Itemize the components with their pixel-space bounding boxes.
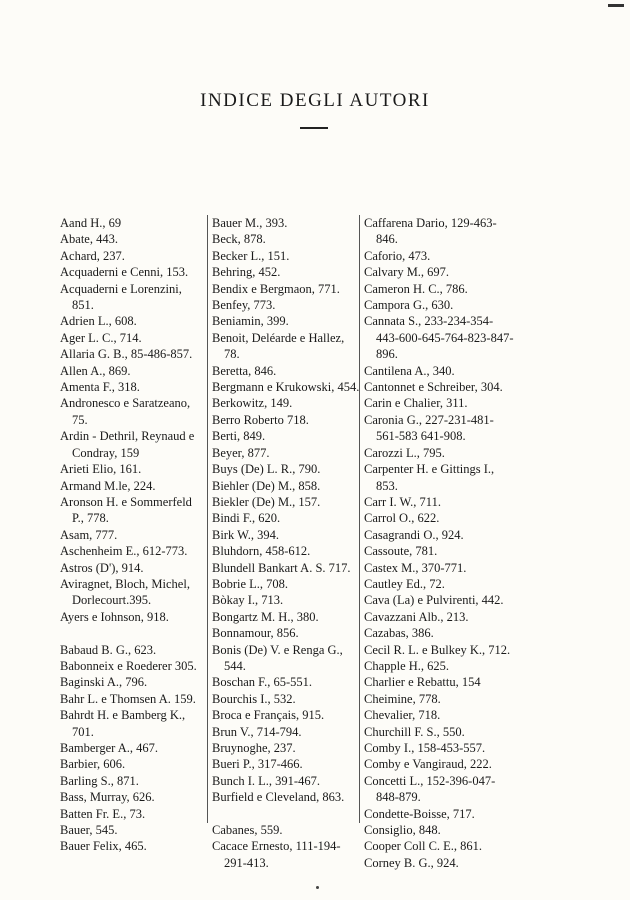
index-entry: Cannata S., 233-234-354-443-600-645-764-823-847-896.	[364, 314, 514, 362]
index-entry: Barling S., 871.	[60, 773, 139, 788]
index-entry: Carpenter H. e Gittings I., 853.	[364, 462, 495, 493]
index-entry: Cacace Ernesto, 111-194-291-413.	[212, 839, 341, 870]
index-column-1	[60, 215, 205, 855]
index-entry: Cazabas, 386.	[364, 626, 434, 641]
index-entry: Asam, 777.	[60, 527, 118, 542]
index-column-2	[212, 215, 360, 871]
index-entry: Abate, 443.	[60, 232, 118, 247]
index-entry: Amenta F., 318.	[60, 380, 140, 395]
index-entry: Cava (La) e Pulvirenti, 442.	[364, 593, 504, 608]
index-entry: Aviragnet, Bloch, Michel, Dorlecourt.395.	[60, 576, 190, 608]
index-entry: Chevalier, 718.	[364, 708, 441, 723]
index-entry: Becker L., 151.	[212, 248, 290, 263]
page-title: INDICE DEGLI AUTORI	[200, 90, 430, 111]
index-entry: Biekler (De) M., 157.	[212, 494, 321, 509]
index-entry: Bauer, 545.	[60, 823, 118, 838]
index-entry: Caronia G., 227-231-481-561-583 641-908.	[364, 412, 494, 444]
index-entry: Beck, 878.	[212, 232, 266, 247]
index-entry: Condette-Boisse, 717.	[364, 806, 475, 821]
index-entry: Astros (D'), 914.	[60, 560, 144, 575]
index-entry: Barbier, 606.	[60, 757, 126, 772]
index-entry: Batten Fr. E., 73.	[60, 806, 146, 821]
index-entry: Bourchis I., 532.	[212, 691, 296, 706]
index-entry: Carrol O., 622.	[364, 511, 440, 526]
index-entry: Berkowitz, 149.	[212, 396, 293, 411]
index-entry: Brun V., 714-794.	[212, 724, 302, 739]
index-entry: Allen A., 869.	[60, 363, 131, 378]
index-entry: Broca e Français, 915.	[212, 708, 325, 723]
index-entry: Babaud B. G., 623.	[60, 642, 157, 657]
index-entry: Achard, 237.	[60, 248, 125, 263]
index-entry: Blundell Bankart A. S. 717.	[212, 560, 351, 575]
index-entry: Babonneix e Roederer 305.	[60, 658, 197, 673]
index-entry: Benoit, Deléarde e Hallez, 78.	[212, 330, 345, 362]
index-entry: Ayers e Iohnson, 918.	[60, 609, 169, 624]
index-entry: Cooper Coll C. E., 861.	[364, 839, 483, 854]
page-dot-mark	[316, 886, 319, 889]
index-entry: Bauer Felix, 465.	[60, 839, 147, 854]
index-entry: Charlier e Rebattu, 154	[364, 675, 481, 690]
index-entry: Bergmann e Krukowski, 454.	[212, 380, 360, 395]
index-entry: Beyer, 877.	[212, 445, 270, 460]
index-entry: Cautley Ed., 72.	[364, 576, 445, 591]
index-entry: Biehler (De) M., 858.	[212, 478, 321, 493]
index-entry: Calvary M., 697.	[364, 265, 450, 280]
index-entry: Cabanes, 559.	[212, 823, 283, 838]
index-entry: Benfey, 773.	[212, 298, 276, 313]
index-entry: Armand M.le, 224.	[60, 478, 156, 493]
title-underline-dash	[300, 127, 328, 129]
index-entry: Campora G., 630.	[364, 298, 454, 313]
index-entry: Cheimine, 778.	[364, 691, 441, 706]
index-entry: Bobrie L., 708.	[212, 576, 289, 591]
index-entry: Bindi F., 620.	[212, 511, 281, 526]
column-divider	[359, 215, 360, 823]
index-entry: Behring, 452.	[212, 265, 281, 280]
index-entry: Bongartz M. H., 380.	[212, 609, 319, 624]
index-entry: Birk W., 394.	[212, 527, 280, 542]
index-entry: Chapple H., 625.	[364, 658, 450, 673]
index-entry: Beniamin, 399.	[212, 314, 289, 329]
index-entry: Ardin - Dethril, Reynaud e Condray, 159	[60, 429, 195, 460]
index-entry: Carr I. W., 711.	[364, 494, 441, 509]
index-entry: Bunch I. L., 391-467.	[212, 773, 320, 788]
index-entry: Cassoute, 781.	[364, 544, 438, 559]
index-entry: Corney B. G., 924.	[364, 855, 459, 870]
index-entry: Ager L. C., 714.	[60, 330, 142, 345]
letter-group-gap	[212, 806, 360, 822]
index-entry: Bamberger A., 467.	[60, 740, 159, 755]
index-entry: Cavazzani Alb., 213.	[364, 609, 469, 624]
index-entry: Bauer M., 393.	[212, 216, 288, 230]
index-entry: Andronesco e Saratzeano, 75.	[60, 396, 191, 427]
index-entry: Buys (De) L. R., 790.	[212, 462, 321, 477]
index-entry: Arieti Elio, 161.	[60, 462, 142, 477]
index-entry: Bonis (De) V. e Renga G., 544.	[212, 642, 343, 673]
index-entry: Concetti L., 152-396-047-848-879.	[364, 773, 496, 805]
index-entry: Bendix e Bergmaon, 771.	[212, 281, 340, 296]
letter-group-gap	[60, 625, 205, 641]
index-entry: Casagrandi O., 924.	[364, 527, 464, 542]
index-entry: Acquaderni e Cenni, 153.	[60, 265, 189, 280]
index-entry: Bass, Murray, 626.	[60, 790, 155, 805]
index-entry: Aand H., 69	[60, 216, 122, 230]
index-entry: Carozzi L., 795.	[364, 445, 445, 460]
index-entry: Allaria G. B., 85-486-857.	[60, 347, 193, 362]
index-entry: Cantilena A., 340.	[364, 363, 455, 378]
index-entry: Bluhdorn, 458-612.	[212, 544, 311, 559]
index-entry: Adrien L., 608.	[60, 314, 137, 329]
index-entry: Bueri P., 317-466.	[212, 757, 303, 772]
index-entry: Carin e Chalier, 311.	[364, 396, 468, 411]
index-entry: Bonnamour, 856.	[212, 626, 299, 641]
index-entry: Cameron H. C., 786.	[364, 281, 468, 296]
index-entry: Bahr L. e Thomsen A. 159.	[60, 691, 196, 706]
index-entry: Castex M., 370-771.	[364, 560, 467, 575]
index-entry: Consiglio, 848.	[364, 823, 441, 838]
index-entry: Bruynoghe, 237.	[212, 741, 296, 755]
index-entry: Boschan F., 65-551.	[212, 675, 313, 690]
index-entry: Berro Roberto 718.	[212, 412, 309, 427]
index-entry: Aronson H. e Sommerfeld P., 778.	[60, 494, 192, 526]
index-entry: Cantonnet e Schreiber, 304.	[364, 380, 503, 395]
index-entry: Bahrdt H. e Bamberg K., 701.	[60, 708, 186, 739]
column-divider	[207, 215, 208, 823]
index-entry: Comby e Vangiraud, 222.	[364, 757, 492, 772]
index-column-3	[364, 215, 514, 871]
index-entry: Comby I., 158-453-557.	[364, 741, 486, 755]
index-entry: Burfield e Cleveland, 863.	[212, 790, 345, 805]
index-entry: Cecil R. L. e Bulkey K., 712.	[364, 642, 511, 657]
index-entry: Acquaderni e Lorenzini, 851.	[60, 281, 182, 313]
index-entry: Churchill F. S., 550.	[364, 724, 465, 739]
index-entry: Bòkay I., 713.	[212, 593, 284, 608]
index-entry: Berti, 849.	[212, 429, 266, 444]
index-entry: Caffarena Dario, 129-463-846.	[364, 216, 497, 247]
index-entry: Aschenheim E., 612-773.	[60, 544, 188, 559]
index-entry: Baginski A., 796.	[60, 675, 148, 690]
index-entry: Beretta, 846.	[212, 363, 277, 378]
index-entry: Caforio, 473.	[364, 248, 431, 263]
page-edge-mark	[608, 4, 624, 7]
